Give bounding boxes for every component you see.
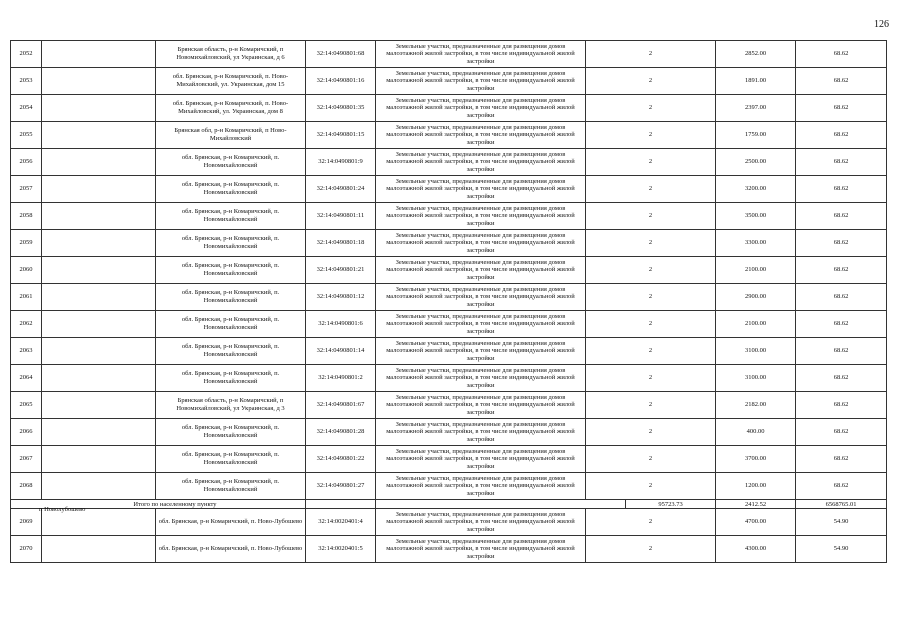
cadastral-number: 32:14:0490801:27 [306, 473, 376, 500]
area-cell: 3100.00 [716, 365, 796, 392]
rate-cell: 68.62 [796, 176, 887, 203]
table-row [11, 176, 887, 203]
rate-cell: 68.62 [796, 230, 887, 257]
rate-cell: 68.62 [796, 446, 887, 473]
cadastral-number: 32:14:0490801:18 [306, 230, 376, 257]
area-cell: 3100.00 [716, 338, 796, 365]
area-cell: 1200.00 [716, 473, 796, 500]
area-cell: 3300.00 [716, 230, 796, 257]
address-cell: обл. Брянская, р-н Комаричский, п. Новомихайловский [156, 419, 306, 446]
blank-cell [42, 446, 156, 473]
group-cell: 2 [586, 68, 716, 95]
row-number: 2058 [11, 203, 42, 230]
group-cell: 2 [586, 473, 716, 500]
rate-cell: 68.62 [796, 473, 887, 500]
table-row [11, 122, 887, 149]
rate-cell: 54.90 [796, 509, 887, 536]
total-label: Итого по населенному пункту [11, 500, 306, 509]
cadastral-number: 32:14:0490801:35 [306, 95, 376, 122]
blank-cell [376, 500, 626, 509]
purpose-cell: Земельные участки, предназначенные для размещения домов малоэтажной жилой застройки, в том числе индивидуальной жилой застройки [376, 338, 586, 365]
address-cell: обл. Брянская, р-н Комаричский, п. Ново-Михайловский, ул. Украинская, дом 8 [156, 95, 306, 122]
cadastral-number: 32:14:0490801:9 [306, 149, 376, 176]
address-cell: обл. Брянская, р-н Комаричский, п. Новомихайловский [156, 473, 306, 500]
rate-cell: 68.62 [796, 68, 887, 95]
row-number: 2067 [11, 446, 42, 473]
purpose-cell: Земельные участки, предназначенные для размещения домов малоэтажной жилой застройки, в том числе индивидуальной жилой застройки [376, 473, 586, 500]
table-row [11, 68, 887, 95]
row-number: 2057 [11, 176, 42, 203]
purpose-cell: Земельные участки, предназначенные для размещения домов малоэтажной жилой застройки, в том числе индивидуальной жилой застройки [376, 95, 586, 122]
rate-cell: 68.62 [796, 284, 887, 311]
address-cell: обл. Брянская, р-н Комаричский, п. Новомихайловский [156, 149, 306, 176]
cadastral-number: 32:14:0490801:21 [306, 257, 376, 284]
rate-cell: 68.62 [796, 338, 887, 365]
address-cell: обл. Брянская, р-н Комаричский, п. Ново-Михайловский, ул. Украинская, дом 15 [156, 68, 306, 95]
cadastral-number: 32:14:0020401:4 [306, 509, 376, 536]
table-row [11, 446, 887, 473]
blank-cell [42, 68, 156, 95]
blank-cell [42, 392, 156, 419]
area-cell: 3200.00 [716, 176, 796, 203]
area-cell: 2100.00 [716, 311, 796, 338]
group-cell: 2 [586, 257, 716, 284]
area-cell: 2852.00 [716, 41, 796, 68]
table-row [11, 41, 887, 68]
land-registry-table [10, 40, 887, 563]
area-cell: 2500.00 [716, 149, 796, 176]
purpose-cell: Земельные участки, предназначенные для размещения домов малоэтажной жилой застройки, в том числе индивидуальной жилой застройки [376, 536, 586, 563]
group-cell: 2 [586, 365, 716, 392]
table-row [11, 230, 887, 257]
row-number: 2054 [11, 95, 42, 122]
table-row [11, 203, 887, 230]
table-row [11, 311, 887, 338]
row-number: 2060 [11, 257, 42, 284]
purpose-cell: Земельные участки, предназначенные для размещения домов малоэтажной жилой застройки, в том числе индивидуальной жилой застройки [376, 365, 586, 392]
purpose-cell: Земельные участки, предназначенные для размещения домов малоэтажной жилой застройки, в том числе индивидуальной жилой застройки [376, 68, 586, 95]
blank-cell [42, 257, 156, 284]
page-number: 126 [874, 19, 889, 30]
group-cell: 2 [586, 149, 716, 176]
address-cell: Брянская обл, р-н Комаричский, п Ново-Михайловский [156, 122, 306, 149]
area-cell: 2100.00 [716, 257, 796, 284]
blank-cell [42, 41, 156, 68]
group-cell: 2 [586, 509, 716, 536]
group-cell: 2 [586, 230, 716, 257]
table-row [11, 365, 887, 392]
blank-cell [42, 419, 156, 446]
address-cell: обл. Брянская, р-н Комаричский, п. Ново-Лубошево [156, 509, 306, 536]
blank-cell [306, 500, 376, 509]
table-body [11, 41, 887, 563]
group-cell: 2 [586, 419, 716, 446]
address-cell: обл. Брянская, р-н Комаричский, п. Новомихайловский [156, 203, 306, 230]
blank-cell [42, 176, 156, 203]
address-cell: Брянская область, р-н Комаричский, п Новомихайловский, ул Украинская, д 6 [156, 41, 306, 68]
table-row [11, 509, 887, 536]
blank-cell [42, 365, 156, 392]
blank-cell [42, 284, 156, 311]
blank-cell [42, 473, 156, 500]
area-cell: 1891.00 [716, 68, 796, 95]
purpose-cell: Земельные участки, предназначенные для размещения домов малоэтажной жилой застройки, в том числе индивидуальной жилой застройки [376, 311, 586, 338]
purpose-cell: Земельные участки, предназначенные для размещения домов малоэтажной жилой застройки, в том числе индивидуальной жилой застройки [376, 149, 586, 176]
rate-cell: 68.62 [796, 257, 887, 284]
group-cell: 2 [586, 95, 716, 122]
total-row [11, 500, 887, 509]
purpose-cell: Земельные участки, предназначенные для размещения домов малоэтажной жилой застройки, в том числе индивидуальной жилой застройки [376, 392, 586, 419]
area-cell: 2900.00 [716, 284, 796, 311]
address-cell: обл. Брянская, р-н Комаричский, п. Новомихайловский [156, 284, 306, 311]
blank-cell [42, 203, 156, 230]
table-row [11, 473, 887, 500]
blank-cell [42, 122, 156, 149]
cadastral-number: 32:14:0490801:11 [306, 203, 376, 230]
purpose-cell: Земельные участки, предназначенные для размещения домов малоэтажной жилой застройки, в том числе индивидуальной жилой застройки [376, 446, 586, 473]
total-rate: 2412.52 [716, 500, 796, 509]
area-cell: 2182.00 [716, 392, 796, 419]
address-cell: обл. Брянская, р-н Комаричский, п. Ново-Лубошево [156, 536, 306, 563]
row-number: 2068 [11, 473, 42, 500]
purpose-cell: Земельные участки, предназначенные для размещения домов малоэтажной жилой застройки, в том числе индивидуальной жилой застройки [376, 284, 586, 311]
rate-cell: 68.62 [796, 392, 887, 419]
rate-cell: 68.62 [796, 365, 887, 392]
row-number: 2053 [11, 68, 42, 95]
group-cell: 2 [586, 122, 716, 149]
row-number: 2070 [11, 536, 42, 563]
group-cell: 2 [586, 41, 716, 68]
cadastral-number: 32:14:0490801:67 [306, 392, 376, 419]
area-cell: 3500.00 [716, 203, 796, 230]
address-cell: обл. Брянская, р-н Комаричский, п. Новомихайловский [156, 311, 306, 338]
row-number: 2065 [11, 392, 42, 419]
row-number: 2063 [11, 338, 42, 365]
table-row [11, 95, 887, 122]
purpose-cell: Земельные участки, предназначенные для размещения домов малоэтажной жилой застройки, в том числе индивидуальной жилой застройки [376, 230, 586, 257]
blank-cell [42, 230, 156, 257]
address-cell: обл. Брянская, р-н Комаричский, п. Новомихайловский [156, 257, 306, 284]
total-value: 6568765.01 [796, 500, 887, 509]
purpose-cell: Земельные участки, предназначенные для размещения домов малоэтажной жилой застройки, в том числе индивидуальной жилой застройки [376, 176, 586, 203]
rate-cell: 68.62 [796, 41, 887, 68]
rate-cell: 68.62 [796, 95, 887, 122]
cadastral-number: 32:14:0490801:12 [306, 284, 376, 311]
group-cell: 2 [586, 284, 716, 311]
address-cell: обл. Брянская, р-н Комаричский, п. Новомихайловский [156, 338, 306, 365]
blank-cell [42, 95, 156, 122]
area-cell: 3700.00 [716, 446, 796, 473]
area-cell: 4700.00 [716, 509, 796, 536]
area-cell: 400.00 [716, 419, 796, 446]
row-number: 2064 [11, 365, 42, 392]
row-number: 2055 [11, 122, 42, 149]
rate-cell: 54.90 [796, 536, 887, 563]
group-cell: 2 [586, 338, 716, 365]
rate-cell: 68.62 [796, 311, 887, 338]
row-number: 2066 [11, 419, 42, 446]
cadastral-number: 32:14:0490801:14 [306, 338, 376, 365]
settlement-label: п Новолубошево [39, 506, 86, 513]
purpose-cell: Земельные участки, предназначенные для размещения домов малоэтажной жилой застройки, в том числе индивидуальной жилой застройки [376, 41, 586, 68]
group-cell: 2 [586, 392, 716, 419]
cadastral-number: 32:14:0490801:22 [306, 446, 376, 473]
rate-cell: 68.62 [796, 149, 887, 176]
purpose-cell: Земельные участки, предназначенные для размещения домов малоэтажной жилой застройки, в том числе индивидуальной жилой застройки [376, 203, 586, 230]
group-cell: 2 [586, 176, 716, 203]
blank-cell [42, 536, 156, 563]
area-cell: 1759.00 [716, 122, 796, 149]
cadastral-number: 32:14:0020401:5 [306, 536, 376, 563]
blank-cell [42, 149, 156, 176]
rate-cell: 68.62 [796, 203, 887, 230]
total-area: 95723.73 [626, 500, 716, 509]
row-number: 2061 [11, 284, 42, 311]
row-number: 2059 [11, 230, 42, 257]
table-row [11, 338, 887, 365]
group-cell: 2 [586, 203, 716, 230]
purpose-cell: Земельные участки, предназначенные для размещения домов малоэтажной жилой застройки, в том числе индивидуальной жилой застройки [376, 509, 586, 536]
purpose-cell: Земельные участки, предназначенные для размещения домов малоэтажной жилой застройки, в том числе индивидуальной жилой застройки [376, 257, 586, 284]
table-row [11, 257, 887, 284]
rate-cell: 68.62 [796, 419, 887, 446]
purpose-cell: Земельные участки, предназначенные для размещения домов малоэтажной жилой застройки, в том числе индивидуальной жилой застройки [376, 419, 586, 446]
blank-cell [39, 506, 156, 536]
cadastral-number: 32:14:0490801:2 [306, 365, 376, 392]
cadastral-number: 32:14:0490801:6 [306, 311, 376, 338]
address-cell: обл. Брянская, р-н Комаричский, п. Новомихайловский [156, 446, 306, 473]
cadastral-number: 32:14:0490801:24 [306, 176, 376, 203]
address-cell: обл. Брянская, р-н Комаричский, п. Новомихайловский [156, 365, 306, 392]
address-cell: обл. Брянская, р-н Комаричский, п. Новомихайловский [156, 230, 306, 257]
row-number: 2062 [11, 311, 42, 338]
table-row [11, 149, 887, 176]
row-number: 2052 [11, 41, 42, 68]
blank-cell [42, 311, 156, 338]
cadastral-number: 32:14:0490801:15 [306, 122, 376, 149]
group-cell: 2 [586, 536, 716, 563]
address-cell: обл. Брянская, р-н Комаричский, п. Новомихайловский [156, 176, 306, 203]
cadastral-number: 32:14:0490801:28 [306, 419, 376, 446]
table-row [11, 419, 887, 446]
table-row [11, 536, 887, 563]
group-cell: 2 [586, 311, 716, 338]
table-row [11, 392, 887, 419]
row-number: 2069 [11, 509, 42, 536]
rate-cell: 68.62 [796, 122, 887, 149]
cadastral-number: 32:14:0490801:16 [306, 68, 376, 95]
purpose-cell: Земельные участки, предназначенные для размещения домов малоэтажной жилой застройки, в том числе индивидуальной жилой застройки [376, 122, 586, 149]
area-cell: 4300.00 [716, 536, 796, 563]
table-row [11, 284, 887, 311]
group-cell: 2 [586, 446, 716, 473]
blank-cell [42, 338, 156, 365]
address-cell: Брянская область, р-н Комаричский, п Новомихайловский, ул Украинская, д 3 [156, 392, 306, 419]
area-cell: 2397.00 [716, 95, 796, 122]
cadastral-number: 32:14:0490801:68 [306, 41, 376, 68]
row-number: 2056 [11, 149, 42, 176]
